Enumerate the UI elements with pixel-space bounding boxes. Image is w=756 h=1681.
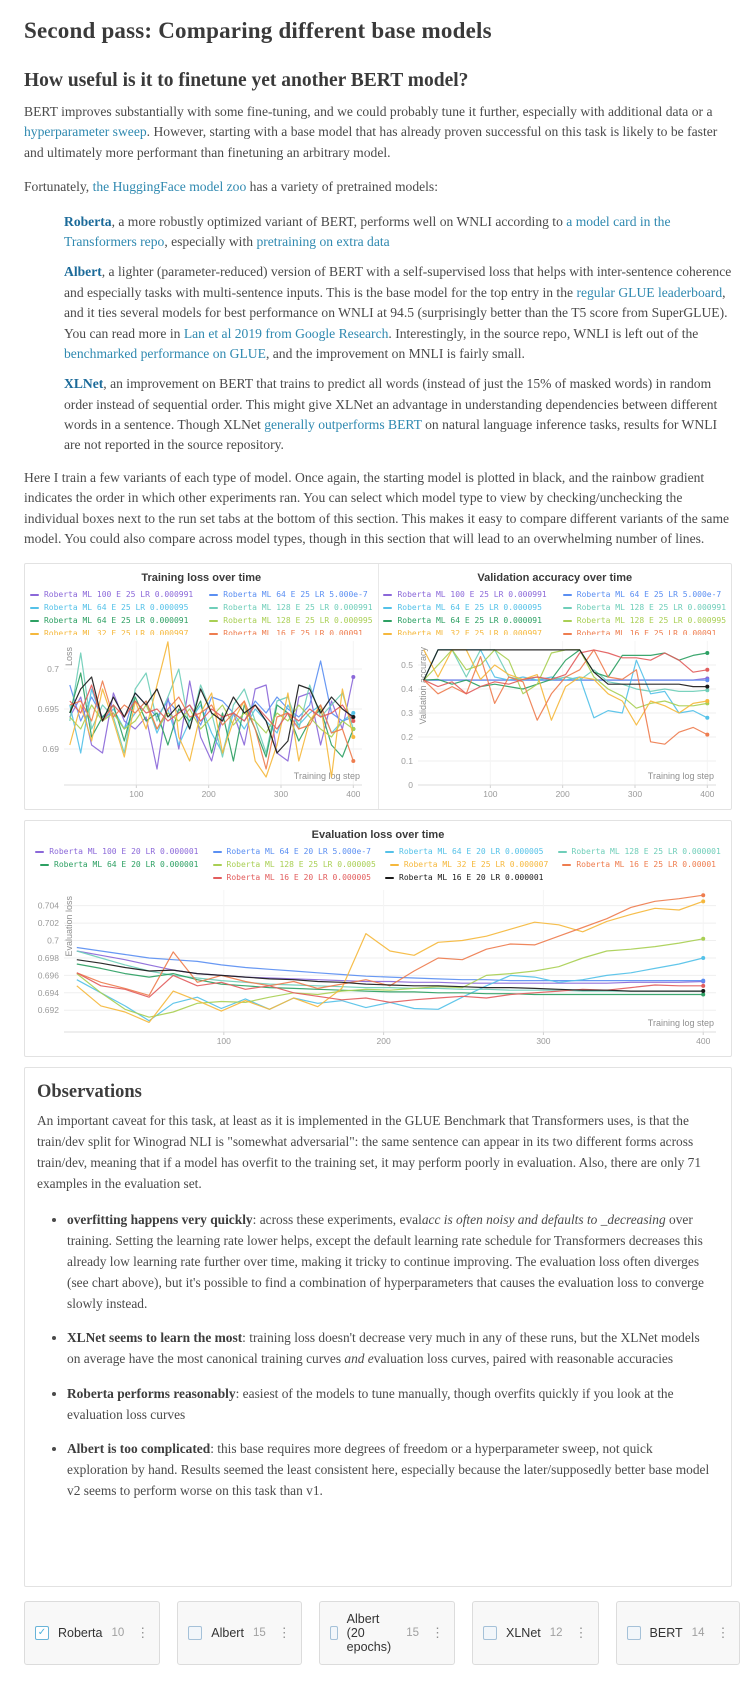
series-end-dot bbox=[705, 685, 709, 689]
y-tick-label: 0.702 bbox=[37, 918, 59, 929]
series-end-dot bbox=[701, 956, 705, 960]
series-end-dot bbox=[705, 699, 709, 703]
legend-dash-icon bbox=[209, 620, 218, 622]
runset-tab-label: Albert bbox=[211, 1625, 244, 1640]
series-end-dot bbox=[705, 733, 709, 737]
text-segment: over training. Setting the learning rate lower helps, except the default learning rate schedule for Transformers decreases this already low learning rate further over time, making it tricky to continue improving. The evaluation loss often diverges (see chart above), but it's possible to find a combination of hyperparameters that causes the evaluation loss to converge slowly instead. bbox=[67, 1212, 704, 1311]
series-line bbox=[424, 650, 708, 692]
series-end-dot bbox=[705, 651, 709, 655]
legend-item[interactable] bbox=[558, 845, 721, 858]
runset-tab-roberta[interactable] bbox=[24, 1601, 160, 1665]
training-loss-chart-panel[interactable] bbox=[25, 564, 378, 809]
series-end-dot bbox=[705, 668, 709, 672]
y-tick-label: 0.69 bbox=[42, 744, 60, 755]
x-tick-label: 300 bbox=[627, 789, 642, 800]
text-segment: has a variety of pretrained models: bbox=[246, 179, 439, 195]
inline-link[interactable]: benchmarked performance on GLUE bbox=[64, 345, 266, 361]
legend-label: Roberta ML 64 E 20 LR 0.000005 bbox=[399, 847, 544, 857]
legend-item[interactable] bbox=[40, 858, 199, 871]
observation-overfitting bbox=[67, 1210, 715, 1314]
legend-item[interactable] bbox=[213, 845, 372, 858]
legend-item[interactable] bbox=[30, 627, 193, 635]
y-tick-label: 0.694 bbox=[37, 988, 59, 999]
legend-dash-icon bbox=[563, 607, 572, 609]
chart-title: Validation accuracy over time bbox=[477, 572, 633, 585]
chart-canvas bbox=[26, 635, 376, 805]
legend-dash-icon bbox=[563, 633, 572, 635]
text-segment: BERT improves substantially with some fine-tuning, and we could probably tune it further, especially with additional data or a bbox=[24, 104, 713, 119]
chart-plot-area[interactable] bbox=[25, 635, 378, 805]
text-segment: An important caveat for this task, at least as it is implemented in the GLUE Benchmark that Transformers uses, is that the train/dev split for Winograd NLI is "somewhat adversarial": the same sentence can appear in its two different forms across train/dev, meaning that if a model has overfit to the training set, it may perform poorly in evaluation. Also, there are only 71 examples in the evaluation set. bbox=[37, 1113, 702, 1191]
legend-item[interactable] bbox=[209, 588, 372, 601]
inline-link[interactable]: the HuggingFace model zoo bbox=[92, 179, 247, 195]
legend-item[interactable] bbox=[385, 871, 544, 884]
legend-item[interactable] bbox=[563, 627, 726, 635]
y-tick-label: 0.7 bbox=[47, 664, 60, 675]
runset-tab-bert[interactable] bbox=[616, 1601, 741, 1665]
text-segment: Fortunately, bbox=[24, 179, 93, 195]
legend-label: Roberta ML 128 E 25 LR 0.000995 bbox=[576, 616, 727, 626]
legend-label: Roberta ML 100 E 25 LR 0.000991 bbox=[43, 590, 194, 600]
series-line bbox=[424, 650, 708, 708]
legend-dash-icon bbox=[383, 633, 392, 635]
text-segment: , a more robustly optimized variant of BERT, performs well on WNLI according to bbox=[111, 213, 567, 229]
y-tick-label: 0.692 bbox=[37, 1005, 59, 1016]
text-segment: on natural language inference tasks, results for WNLI are not reported in the source repository. bbox=[64, 417, 718, 453]
text-segment: , especially with bbox=[164, 233, 257, 249]
legend-label: Roberta ML 32 E 25 LR 0.000997 bbox=[397, 629, 542, 636]
series-end-dot bbox=[352, 759, 356, 763]
validation-accuracy-chart-panel[interactable] bbox=[378, 564, 732, 809]
legend-dash-icon bbox=[383, 607, 392, 609]
chart-plot-area[interactable] bbox=[379, 635, 732, 805]
legend-label: Roberta ML 64 E 25 LR 0.000095 bbox=[43, 603, 189, 613]
checkbox-unchecked[interactable] bbox=[627, 1626, 641, 1640]
runset-tab-label: XLNet bbox=[506, 1625, 541, 1640]
y-axis-label: Evaluation loss bbox=[64, 896, 74, 957]
chart-title: Evaluation loss over time bbox=[311, 829, 445, 842]
legend-item[interactable] bbox=[209, 601, 372, 614]
legend-label: Roberta ML 64 E 25 LR 5.000e-7 bbox=[223, 590, 368, 600]
evaluation-loss-chart-panel[interactable] bbox=[25, 821, 731, 1056]
legend-dash-icon bbox=[30, 620, 39, 622]
legend-label: Roberta ML 64 E 25 LR 0.000095 bbox=[397, 603, 542, 613]
y-tick-label: 0.2 bbox=[400, 732, 413, 743]
legend-dash-icon bbox=[558, 851, 567, 853]
text-segment: , and the improvement on MNLI is fairly small. bbox=[265, 345, 525, 361]
x-axis-label: Training log step bbox=[294, 771, 361, 782]
legend-item[interactable] bbox=[30, 601, 193, 614]
legend-label: Roberta ML 100 E 25 LR 0.000991 bbox=[397, 590, 547, 600]
chart-canvas bbox=[380, 635, 730, 805]
legend-item[interactable] bbox=[390, 858, 549, 871]
runset-run-count: 14 bbox=[691, 1626, 705, 1639]
runset-tab-label: BERT bbox=[649, 1625, 683, 1640]
series-end-dot bbox=[705, 679, 709, 683]
text-segment: : across these experiments, eval bbox=[252, 1212, 422, 1228]
series-end-dot bbox=[352, 719, 356, 723]
legend-item[interactable] bbox=[30, 588, 193, 601]
legend-item[interactable] bbox=[563, 588, 726, 601]
charts-panel-bottom bbox=[24, 820, 732, 1057]
legend-label: Roberta ML 128 E 25 LR 0.000995 bbox=[223, 616, 373, 626]
series-end-dot bbox=[352, 715, 356, 719]
legend-item[interactable] bbox=[213, 871, 372, 884]
legend-label: Roberta ML 16 E 25 LR 0.00091 bbox=[223, 629, 363, 636]
x-tick-label: 300 bbox=[536, 1036, 551, 1047]
series-end-dot bbox=[701, 979, 705, 983]
y-tick-label: 0 bbox=[408, 780, 413, 791]
y-tick-label: 0.698 bbox=[37, 953, 59, 964]
text-segment: Albert bbox=[64, 264, 102, 280]
legend-dash-icon bbox=[209, 594, 218, 596]
y-tick-label: 0.5 bbox=[400, 660, 413, 671]
text-segment: , an improvement on BERT that trains to predict all words (instead of just the 15% of masked words) in random order instead of sequential order. This might give XLNet an advantage in understanding dependencies between different words in a sentence. Though XLNet bbox=[64, 376, 718, 433]
kebab-menu-icon[interactable]: ⋮ bbox=[136, 1624, 150, 1640]
series-end-dot bbox=[701, 984, 705, 988]
y-tick-label: 0.704 bbox=[37, 901, 59, 912]
legend-dash-icon bbox=[383, 594, 392, 596]
legend-dash-icon bbox=[385, 877, 394, 879]
legend-dash-icon bbox=[390, 864, 399, 866]
kebab-menu-icon[interactable]: ⋮ bbox=[716, 1624, 730, 1640]
legend-dash-icon bbox=[35, 851, 44, 853]
charts-panel-top bbox=[24, 563, 732, 810]
runset-tab-label: Albert (20 epochs) bbox=[346, 1611, 392, 1654]
x-tick-label: 200 bbox=[555, 789, 570, 800]
runset-tab-albert-20-epochs[interactable] bbox=[319, 1601, 455, 1665]
y-tick-label: 0.3 bbox=[400, 708, 413, 719]
checkbox-unchecked[interactable] bbox=[330, 1626, 338, 1640]
intro-paragraph-2 bbox=[24, 177, 732, 197]
x-tick-label: 400 bbox=[346, 789, 361, 800]
y-axis-label: Validation accuracy bbox=[417, 647, 428, 725]
y-tick-label: 0.696 bbox=[37, 970, 59, 981]
runset-tab-label: Roberta bbox=[58, 1625, 103, 1640]
legend-item[interactable] bbox=[563, 614, 726, 627]
legend-label: Roberta ML 16 E 20 LR 0.000005 bbox=[226, 873, 371, 883]
series-end-dot bbox=[352, 711, 356, 715]
series-end-dot bbox=[705, 716, 709, 720]
text-segment: : training loss doesn't decrease very much in any of these runs, but the XLNet models on average have the most canonical training curves bbox=[67, 1330, 700, 1367]
legend-item[interactable] bbox=[385, 845, 544, 858]
x-tick-label: 100 bbox=[129, 789, 144, 800]
legend-dash-icon bbox=[563, 620, 572, 622]
series-end-dot bbox=[701, 894, 705, 898]
runset-tabs bbox=[24, 1601, 732, 1665]
observation-xlnet bbox=[67, 1328, 715, 1370]
x-tick-label: 400 bbox=[696, 1036, 711, 1047]
legend-item[interactable] bbox=[213, 858, 376, 871]
chart-canvas bbox=[26, 884, 730, 1052]
text-segment: XLNet seems to learn the most bbox=[67, 1330, 243, 1346]
inline-link[interactable]: pretraining on extra data bbox=[256, 233, 390, 249]
inline-link[interactable]: regular GLUE leaderboard bbox=[576, 284, 723, 300]
series-end-dot bbox=[352, 735, 356, 739]
y-tick-label: 0.1 bbox=[400, 756, 413, 767]
section-heading: How useful is it to finetune yet another BERT model? bbox=[24, 70, 469, 91]
legend-item[interactable] bbox=[383, 601, 546, 614]
chart-title: Training loss over time bbox=[141, 572, 262, 585]
text-segment: , and it ties several models for best performance on WNLI at 94.5 (surprisingly better than the T5 score from SuperGLUE). You can read more in bbox=[64, 284, 728, 341]
x-axis-label: Training log step bbox=[647, 771, 714, 782]
experiment-description-paragraph bbox=[24, 468, 732, 550]
x-tick-label: 400 bbox=[699, 789, 715, 800]
text-segment: Albert is too complicated bbox=[67, 1441, 211, 1457]
legend-dash-icon bbox=[213, 851, 222, 853]
chart-legend bbox=[379, 588, 732, 635]
text-segment: valuation loss curves, paired with reasonable accuracies bbox=[373, 1351, 674, 1367]
legend-dash-icon bbox=[40, 864, 49, 866]
series-end-dot bbox=[701, 993, 705, 997]
x-tick-label: 100 bbox=[482, 789, 498, 800]
x-tick-label: 200 bbox=[201, 789, 217, 800]
text-segment: . However, starting with a base model that has already proven successful on this task is likely to be faster and ultimately more performant than finetuning an arbitrary model. bbox=[24, 124, 718, 160]
kebab-menu-icon[interactable]: ⋮ bbox=[277, 1624, 291, 1640]
kebab-menu-icon[interactable]: ⋮ bbox=[431, 1624, 444, 1640]
series-end-dot bbox=[352, 675, 356, 679]
legend-item[interactable] bbox=[35, 845, 198, 858]
y-tick-label: 0.695 bbox=[37, 704, 60, 715]
series-line bbox=[424, 650, 708, 687]
legend-dash-icon bbox=[30, 607, 39, 609]
legend-label: Roberta ML 64 E 20 LR 5.000e-7 bbox=[226, 847, 371, 857]
observation-roberta bbox=[67, 1384, 715, 1426]
checkbox-checked[interactable]: ✓ bbox=[35, 1626, 49, 1640]
text-segment: . Interestingly, in the source repo, WNLI is left out of the bbox=[388, 325, 699, 341]
legend-label: Roberta ML 128 E 25 LR 0.000005 bbox=[226, 860, 376, 870]
legend-label: Roberta ML 128 E 25 LR 0.000991 bbox=[576, 603, 727, 613]
checkbox-unchecked[interactable] bbox=[188, 1626, 202, 1640]
legend-label: Roberta ML 64 E 25 LR 0.000091 bbox=[397, 616, 542, 626]
runset-run-count: 12 bbox=[549, 1626, 563, 1639]
text-segment: : this base requires more degrees of freedom or a hyperparameter sweep, not quick exploration by hand. Results seemed the least consistent here, especially because the later/supposedly better base model v2 seems to perform worse on this task than v1. bbox=[67, 1441, 710, 1498]
model-list bbox=[24, 212, 732, 456]
chart-legend bbox=[25, 845, 731, 884]
model-item-roberta bbox=[64, 212, 732, 253]
series-end-dot bbox=[701, 900, 705, 904]
text-segment: : easiest of the models to tune manually, though overfits quickly if you look at the evaluation loss curves bbox=[67, 1385, 674, 1422]
legend-label: Roberta ML 16 E 25 LR 0.00091 bbox=[576, 629, 717, 636]
legend-dash-icon bbox=[562, 864, 571, 866]
legend-dash-icon bbox=[30, 594, 39, 596]
legend-label: Roberta ML 100 E 20 LR 0.000001 bbox=[49, 847, 199, 857]
runset-tab-albert[interactable] bbox=[177, 1601, 301, 1665]
series-end-dot bbox=[701, 937, 705, 941]
legend-item[interactable] bbox=[383, 588, 546, 601]
legend-dash-icon bbox=[385, 851, 394, 853]
observations-panel bbox=[24, 1067, 732, 1586]
legend-label: Roberta ML 128 E 25 LR 0.000991 bbox=[223, 603, 373, 613]
runset-run-count: 15 bbox=[252, 1626, 266, 1639]
observations-list bbox=[37, 1210, 715, 1501]
text-segment: and e bbox=[344, 1351, 374, 1367]
text-segment: XLNet bbox=[64, 376, 104, 392]
y-tick-label: 0.4 bbox=[400, 684, 413, 695]
inline-link[interactable]: a model card in the Transformers repo bbox=[64, 213, 671, 249]
series-end-dot bbox=[701, 989, 705, 993]
page-title: Second pass: Comparing different base models bbox=[24, 18, 492, 43]
legend-item[interactable] bbox=[383, 627, 546, 635]
inline-link[interactable]: Lan et al 2019 from Google Research bbox=[183, 325, 389, 341]
legend-item[interactable] bbox=[383, 614, 546, 627]
legend-dash-icon bbox=[563, 594, 572, 596]
legend-dash-icon bbox=[383, 620, 392, 622]
x-tick-label: 300 bbox=[274, 789, 289, 800]
runset-run-count: 10 bbox=[111, 1626, 125, 1639]
chart-plot-area[interactable] bbox=[25, 884, 731, 1052]
legend-label: Roberta ML 64 E 25 LR 0.000091 bbox=[43, 616, 189, 626]
y-tick-label: 0.7 bbox=[47, 935, 59, 946]
observation-albert bbox=[67, 1439, 715, 1501]
text-segment: Here I train a few variants of each type of model. Once again, the starting model is plotted in black, and the rainbow gradient indicates the order in which other experiments ran. You can select which model type to view by checking/unchecking the individual boxes next to the run set tabs at the bottom of this section. This makes it easy to compare different variants of the same model. You could also compare across model types, though in this section that will lead to an overwhelming number of lines. bbox=[24, 469, 730, 547]
y-axis-label: Loss bbox=[64, 647, 75, 667]
x-axis-label: Training log step bbox=[647, 1018, 714, 1029]
legend-label: Roberta ML 64 E 20 LR 0.000001 bbox=[54, 860, 199, 870]
series-line bbox=[77, 902, 703, 1023]
chart-legend bbox=[25, 588, 378, 635]
legend-item[interactable] bbox=[30, 614, 193, 627]
legend-item[interactable] bbox=[563, 601, 726, 614]
legend-item[interactable] bbox=[209, 627, 372, 635]
x-tick-label: 100 bbox=[216, 1036, 231, 1047]
text-segment: Roberta bbox=[64, 213, 112, 229]
legend-label: Roberta ML 16 E 20 LR 0.000001 bbox=[399, 873, 544, 883]
legend-dash-icon bbox=[209, 633, 218, 635]
inline-link[interactable]: hyperparameter sweep bbox=[24, 124, 147, 140]
runset-tab-xlnet[interactable] bbox=[472, 1601, 599, 1665]
observations-title: Observations bbox=[37, 1082, 142, 1103]
legend-label: Roberta ML 128 E 25 LR 0.000001 bbox=[571, 847, 721, 857]
text-segment: acc is often noisy and defaults to _decreasing bbox=[421, 1212, 666, 1228]
series-line bbox=[424, 650, 708, 744]
legend-dash-icon bbox=[213, 864, 222, 866]
intro-paragraph-1 bbox=[24, 102, 732, 163]
text-segment: Roberta performs reasonably bbox=[67, 1385, 236, 1401]
legend-item[interactable] bbox=[209, 614, 372, 627]
model-item-albert bbox=[64, 262, 732, 364]
runset-run-count: 15 bbox=[406, 1626, 419, 1639]
legend-label: Roberta ML 64 E 25 LR 5.000e-7 bbox=[576, 590, 722, 600]
model-item-xlnet bbox=[64, 374, 732, 456]
text-segment: , a lighter (parameter-reduced) version of BERT with a self-supervised loss that helps with inter-sentence coherence and especially tasks with multi-sentence inputs. This is the base model for the top entry in the bbox=[64, 264, 732, 300]
legend-label: Roberta ML 16 E 25 LR 0.00001 bbox=[576, 860, 716, 870]
observations-caveat bbox=[37, 1111, 715, 1194]
checkbox-unchecked[interactable] bbox=[483, 1626, 497, 1640]
legend-dash-icon bbox=[209, 607, 218, 609]
inline-link[interactable]: generally outperforms BERT bbox=[264, 417, 422, 433]
legend-item[interactable] bbox=[562, 858, 716, 871]
legend-label: Roberta ML 32 E 25 LR 0.000007 bbox=[403, 860, 549, 870]
legend-label: Roberta ML 32 E 25 LR 0.000997 bbox=[43, 629, 189, 636]
legend-dash-icon bbox=[213, 877, 222, 879]
kebab-menu-icon[interactable]: ⋮ bbox=[574, 1624, 588, 1640]
series-end-dot bbox=[705, 689, 709, 693]
legend-dash-icon bbox=[30, 633, 39, 635]
text-segment: overfitting happens very quickly bbox=[67, 1212, 253, 1228]
x-tick-label: 200 bbox=[376, 1036, 391, 1047]
